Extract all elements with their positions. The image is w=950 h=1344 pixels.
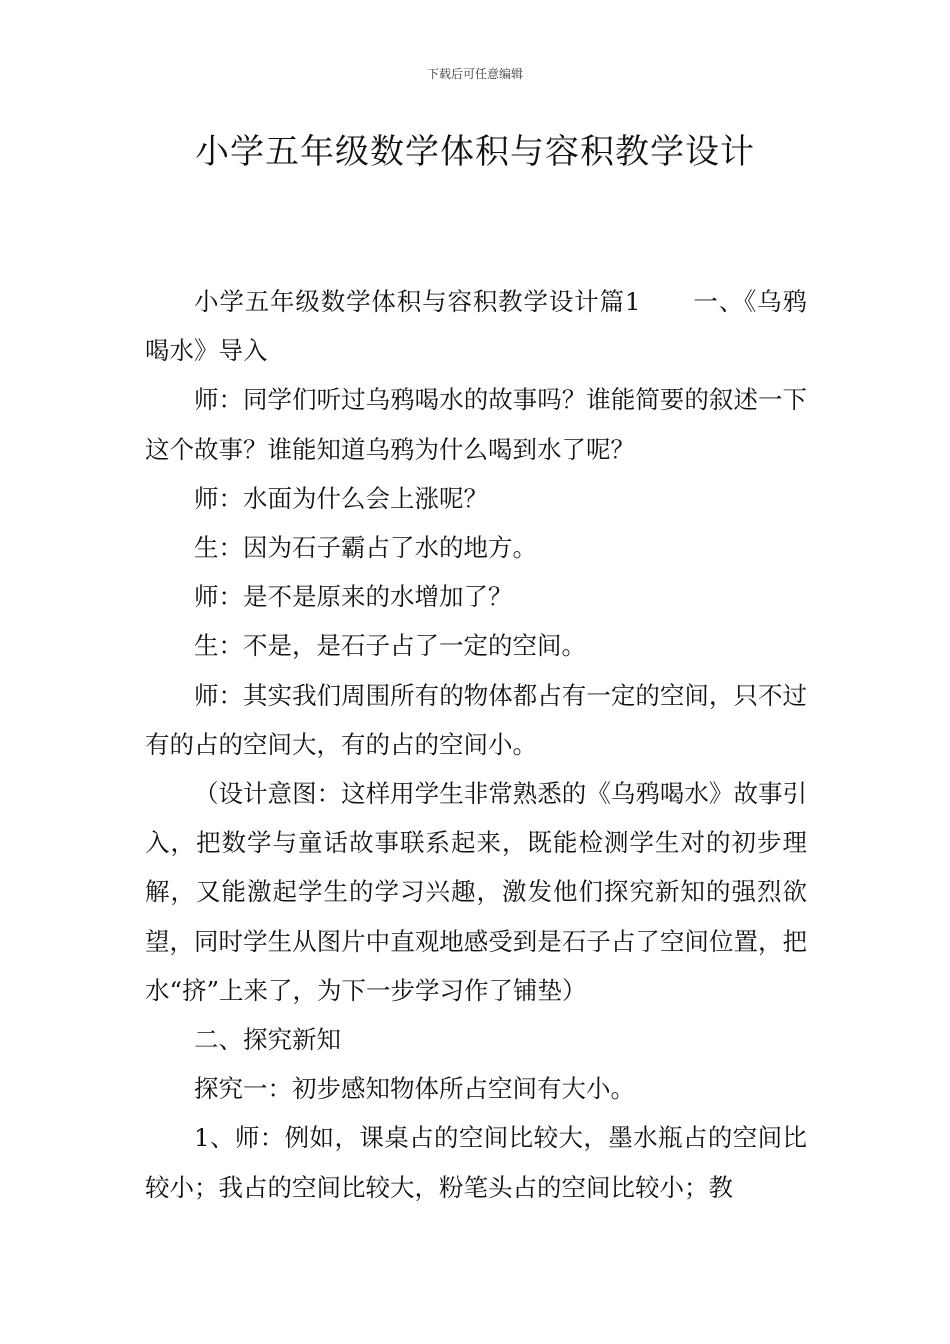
paragraph: 探究一：初步感知物体所占空间有大小。 <box>194 1074 635 1104</box>
section-heading-two: 二、探究新知 <box>194 1025 341 1055</box>
section-heading-one: 一、《乌鸦喝水》导入 <box>145 287 808 366</box>
paragraph: （设计意图：这样用学生非常熟悉的《乌鸦喝水》故事引入，把数学与童话故事联系起来，既能检测学生对的初步理解，又能激起学生的学习兴趣，激发他们探究新知的强烈欲望，同时学生从图片中直观地感受到是石子占了空间位置，把水“挤”上来了，为下一步学习作了铺垫） <box>145 779 807 1005</box>
paragraph: 生：不是，是石子占了一定的空间。 <box>194 631 586 661</box>
paragraph: 师：同学们听过乌鸦喝水的故事吗？谁能简要的叙述一下这个故事？谁能知道乌鸦为什么喝到水了呢？ <box>145 385 807 464</box>
paragraph: 生：因为石子霸占了水的地方。 <box>194 533 537 563</box>
paragraph: 师：水面为什么会上涨呢？ <box>194 483 488 513</box>
header-note: 下载后可任意编辑 <box>426 67 523 81</box>
paragraph: 师：其实我们周围所有的物体都占有一定的空间，只不过有的占的空间大，有的占的空间小。 <box>145 680 807 759</box>
document-title: 小学五年级数学体积与容积教学设计 <box>195 132 755 172</box>
document-body <box>145 277 807 1212</box>
paragraph-section-heading <box>145 277 807 375</box>
article-heading: 小学五年级数学体积与容积教学设计篇1 <box>194 287 641 316</box>
paragraph: 1、师：例如，课桌占的空间比较大，墨水瓶占的空间比较小；我占的空间比较大，粉笔头占的空间比较小；教 <box>145 1123 807 1202</box>
paragraph: 师：是不是原来的水增加了？ <box>194 582 513 612</box>
